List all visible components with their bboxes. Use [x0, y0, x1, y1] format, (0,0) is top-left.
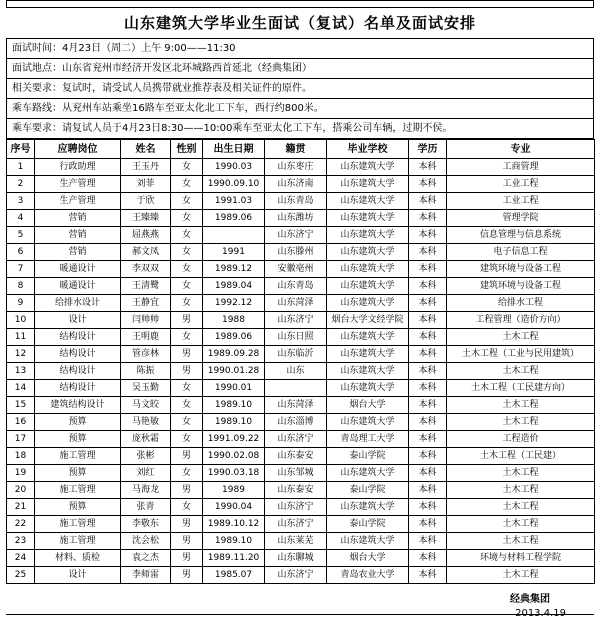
cell-name: 沈会松: [121, 533, 171, 550]
cell-gender: 女: [171, 210, 203, 227]
cell-hometown: 山东枣庄: [265, 159, 327, 176]
cell-name: 王玉丹: [121, 159, 171, 176]
cell-degree: 本科: [409, 482, 447, 499]
cell-degree: 本科: [409, 533, 447, 550]
cell-birthdate: 1991: [203, 244, 265, 261]
cell-position: 生产管理: [35, 176, 121, 193]
cell-index: 15: [7, 397, 35, 414]
cell-major: 土木工程: [447, 465, 595, 482]
cell-name: 陈振: [121, 363, 171, 380]
cell-major: 建筑环境与设备工程: [447, 261, 595, 278]
candidates-table: [6, 139, 595, 584]
table-row: [7, 533, 595, 550]
cell-degree: 本科: [409, 193, 447, 210]
cell-school: 山东建筑大学: [327, 533, 409, 550]
cell-index: 16: [7, 414, 35, 431]
cell-index: 24: [7, 550, 35, 567]
cell-birthdate: 1989.09.28: [203, 346, 265, 363]
cell-index: 22: [7, 516, 35, 533]
signature: 经典集团: [510, 594, 550, 605]
cell-school: 山东建筑大学: [327, 210, 409, 227]
cell-position: 结构设计: [35, 329, 121, 346]
cell-major: 土木工程（工业与民用建筑）: [447, 346, 595, 363]
cell-birthdate: 1989.10: [203, 533, 265, 550]
cell-index: 25: [7, 567, 35, 584]
cell-degree: 本科: [409, 550, 447, 567]
cell-school: 山东建筑大学: [327, 329, 409, 346]
cell-gender: 男: [171, 482, 203, 499]
cell-name: 吴玉勤: [121, 380, 171, 397]
table-row: [7, 414, 595, 431]
cell-birthdate: 1991.09.22: [203, 431, 265, 448]
cell-degree: 本科: [409, 227, 447, 244]
cell-school: 烟台大学文经学院: [327, 312, 409, 329]
table-row: [7, 227, 595, 244]
cell-name: 刘菲: [121, 176, 171, 193]
cell-school: 泰山学院: [327, 482, 409, 499]
table-row: [7, 516, 595, 533]
cell-gender: 女: [171, 244, 203, 261]
cell-school: 山东建筑大学: [327, 244, 409, 261]
page-title: 山东建筑大学毕业生面试（复试）名单及面试安排: [123, 14, 476, 32]
cell-gender: 女: [171, 278, 203, 295]
info-block: [6, 38, 594, 139]
cell-school: 山东建筑大学: [327, 261, 409, 278]
cell-school: 山东建筑大学: [327, 278, 409, 295]
cell-position: 暖通设计: [35, 261, 121, 278]
cell-degree: 本科: [409, 295, 447, 312]
cell-major: 建筑环境与设备工程: [447, 278, 595, 295]
cell-hometown: 山东泰安: [265, 448, 327, 465]
cell-hometown: 山东泰安: [265, 482, 327, 499]
cell-degree: 本科: [409, 176, 447, 193]
cell-gender: 女: [171, 176, 203, 193]
cell-school: 山东建筑大学: [327, 380, 409, 397]
cell-index: 20: [7, 482, 35, 499]
cell-birthdate: 1990.03.18: [203, 465, 265, 482]
cell-hometown: 山东济宁: [265, 312, 327, 329]
info-row-place: 面试地点：山东省兖州市经济开发区北环城路西首延北（经典集团）: [7, 59, 593, 79]
table-row: [7, 567, 595, 584]
cell-name: 马海龙: [121, 482, 171, 499]
cell-gender: 女: [171, 261, 203, 278]
cell-birthdate: 1990.01: [203, 380, 265, 397]
cell-major: 土木工程: [447, 482, 595, 499]
cell-index: 3: [7, 193, 35, 210]
cell-birthdate: 1991.03: [203, 193, 265, 210]
cell-index: 6: [7, 244, 35, 261]
cell-position: 施工管理: [35, 516, 121, 533]
cell-degree: 本科: [409, 431, 447, 448]
cell-hometown: 山东临沂: [265, 346, 327, 363]
cell-major: 土木工程: [447, 533, 595, 550]
cell-major: 土木工程（工民建方向）: [447, 380, 595, 397]
cell-hometown: 山东济南: [265, 176, 327, 193]
cell-birthdate: [203, 227, 265, 244]
table-row: [7, 244, 595, 261]
cell-birthdate: 1990.01.28: [203, 363, 265, 380]
top-partial-row: [6, 0, 594, 8]
table-row: [7, 346, 595, 363]
table-row: [7, 329, 595, 346]
cell-school: 泰山学院: [327, 516, 409, 533]
cell-major: 给排水工程: [447, 295, 595, 312]
cell-hometown: 山东邹城: [265, 465, 327, 482]
info-row-time: 面试时间：4月23日（周二）上午 9:00——11:30: [7, 39, 593, 59]
footer: [6, 584, 594, 630]
cell-position: 设计: [35, 567, 121, 584]
cell-school: 山东建筑大学: [327, 227, 409, 244]
cell-index: 1: [7, 159, 35, 176]
cell-gender: 女: [171, 159, 203, 176]
cell-index: 17: [7, 431, 35, 448]
cell-gender: 女: [171, 380, 203, 397]
cell-index: 5: [7, 227, 35, 244]
cell-school: 山东建筑大学: [327, 159, 409, 176]
cell-degree: 本科: [409, 414, 447, 431]
cell-name: 马文皎: [121, 397, 171, 414]
cell-name: 庞秋霜: [121, 431, 171, 448]
column-header-school: 毕业学校: [327, 140, 409, 159]
cell-hometown: 山东济宁: [265, 499, 327, 516]
cell-gender: 男: [171, 363, 203, 380]
cell-position: 建筑结构设计: [35, 397, 121, 414]
cell-school: 山东建筑大学: [327, 499, 409, 516]
table-row: [7, 159, 595, 176]
cell-degree: 本科: [409, 397, 447, 414]
cell-name: 刘红: [121, 465, 171, 482]
column-header-birthdate: 出生日期: [203, 140, 265, 159]
cell-name: 王静宜: [121, 295, 171, 312]
table-row: [7, 210, 595, 227]
column-header-index: 序号: [7, 140, 35, 159]
cell-gender: 男: [171, 567, 203, 584]
cell-gender: 女: [171, 499, 203, 516]
cell-hometown: 山东滕州: [265, 244, 327, 261]
table-row: [7, 193, 595, 210]
table-row: [7, 261, 595, 278]
cell-hometown: 山东: [265, 363, 327, 380]
cell-birthdate: 1992.12: [203, 295, 265, 312]
cell-birthdate: 1990.02.08: [203, 448, 265, 465]
cell-position: 营销: [35, 244, 121, 261]
cell-name: 张青: [121, 499, 171, 516]
cell-degree: 本科: [409, 380, 447, 397]
cell-degree: 本科: [409, 448, 447, 465]
cell-gender: 男: [171, 346, 203, 363]
cell-school: 烟台大学: [327, 397, 409, 414]
cell-index: 13: [7, 363, 35, 380]
cell-position: 营销: [35, 227, 121, 244]
cell-degree: 本科: [409, 499, 447, 516]
cell-major: 土木工程: [447, 329, 595, 346]
table-row: [7, 312, 595, 329]
table-row: [7, 499, 595, 516]
cell-birthdate: 1990.03: [203, 159, 265, 176]
table-row: [7, 431, 595, 448]
cell-hometown: 山东聊城: [265, 550, 327, 567]
cell-index: 21: [7, 499, 35, 516]
cell-name: 闫帅帅: [121, 312, 171, 329]
table-row: [7, 278, 595, 295]
signature-date: 2013.4.19: [515, 608, 566, 619]
cell-index: 2: [7, 176, 35, 193]
column-header-position: 应聘岗位: [35, 140, 121, 159]
cell-position: 施工管理: [35, 448, 121, 465]
cell-birthdate: 1990.04: [203, 499, 265, 516]
cell-hometown: 山东济宁: [265, 516, 327, 533]
cell-hometown: 山东济宁: [265, 431, 327, 448]
cell-degree: 本科: [409, 516, 447, 533]
cell-degree: 本科: [409, 261, 447, 278]
cell-gender: 男: [171, 312, 203, 329]
cell-hometown: 山东淄博: [265, 414, 327, 431]
cell-index: 23: [7, 533, 35, 550]
cell-degree: 本科: [409, 312, 447, 329]
cell-name: 管彦林: [121, 346, 171, 363]
cell-major: 管理学院: [447, 210, 595, 227]
cell-position: 施工管理: [35, 533, 121, 550]
cell-index: 7: [7, 261, 35, 278]
cell-degree: 本科: [409, 363, 447, 380]
cell-name: 于欣: [121, 193, 171, 210]
cell-index: 10: [7, 312, 35, 329]
cell-gender: 女: [171, 414, 203, 431]
table-row: [7, 465, 595, 482]
cell-gender: 女: [171, 193, 203, 210]
cell-gender: 女: [171, 227, 203, 244]
table-row: [7, 176, 595, 193]
cell-hometown: 安徽亳州: [265, 261, 327, 278]
cell-name: 郝文凤: [121, 244, 171, 261]
cell-degree: 本科: [409, 278, 447, 295]
cell-position: 行政助理: [35, 159, 121, 176]
info-row-requirements: 相关要求：复试时，请受试人员携带就业推荐表及相关证件的原件。: [7, 79, 593, 99]
cell-hometown: 山东菏泽: [265, 295, 327, 312]
column-header-major: 专业: [447, 140, 595, 159]
column-header-hometown: 籍贯: [265, 140, 327, 159]
cell-school: 山东建筑大学: [327, 346, 409, 363]
cell-position: 预算: [35, 431, 121, 448]
cell-hometown: 山东青岛: [265, 193, 327, 210]
cell-birthdate: 1989.10: [203, 397, 265, 414]
cell-degree: 本科: [409, 159, 447, 176]
info-row-route: 乘车路线：从兖州车站乘坐16路车至亚太化北工下车，西行约800米。: [7, 99, 593, 119]
table-header-row: [7, 140, 595, 159]
cell-gender: 男: [171, 550, 203, 567]
cell-school: 烟台大学: [327, 550, 409, 567]
cell-degree: 本科: [409, 465, 447, 482]
cell-name: 袁之杰: [121, 550, 171, 567]
table-row: [7, 550, 595, 567]
cell-position: 材料、质检: [35, 550, 121, 567]
cell-birthdate: 1989.11.20: [203, 550, 265, 567]
column-header-name: 姓名: [121, 140, 171, 159]
cell-index: 14: [7, 380, 35, 397]
cell-major: 信息管理与信息系统: [447, 227, 595, 244]
cell-major: 土木工程: [447, 397, 595, 414]
info-row-transport: 乘车要求：请复试人员于4月23日8:30——10:00乘车至亚太化工下车，搭乘公司车辆，过期不侯。: [7, 119, 593, 139]
cell-hometown: 山东济宁: [265, 227, 327, 244]
cell-position: 生产管理: [35, 193, 121, 210]
cell-school: 山东建筑大学: [327, 414, 409, 431]
cell-school: 泰山学院: [327, 448, 409, 465]
cell-gender: 女: [171, 431, 203, 448]
table-row: [7, 397, 595, 414]
cell-degree: 本科: [409, 329, 447, 346]
bottom-border: [6, 614, 594, 615]
cell-index: 12: [7, 346, 35, 363]
cell-gender: 男: [171, 533, 203, 550]
cell-major: 工商管理: [447, 159, 595, 176]
cell-gender: 女: [171, 329, 203, 346]
cell-name: 马艳敏: [121, 414, 171, 431]
cell-name: 王明鹿: [121, 329, 171, 346]
cell-name: 王清鹭: [121, 278, 171, 295]
cell-school: 山东建筑大学: [327, 193, 409, 210]
cell-school: 山东建筑大学: [327, 363, 409, 380]
cell-major: 工业工程: [447, 176, 595, 193]
cell-gender: 男: [171, 448, 203, 465]
cell-school: 山东建筑大学: [327, 176, 409, 193]
cell-gender: 男: [171, 516, 203, 533]
cell-position: 施工管理: [35, 482, 121, 499]
cell-name: 王臻臻: [121, 210, 171, 227]
cell-birthdate: 1989.10: [203, 414, 265, 431]
cell-hometown: 山东菏泽: [265, 397, 327, 414]
cell-major: 电子信息工程: [447, 244, 595, 261]
cell-major: 土木工程: [447, 363, 595, 380]
cell-gender: 女: [171, 397, 203, 414]
cell-school: 山东建筑大学: [327, 465, 409, 482]
cell-major: 土木工程: [447, 499, 595, 516]
table-body: [7, 159, 595, 584]
cell-degree: 本科: [409, 346, 447, 363]
cell-hometown: 山东潍坊: [265, 210, 327, 227]
cell-position: 暖通设计: [35, 278, 121, 295]
cell-hometown: 山东青岛: [265, 278, 327, 295]
table-row: [7, 448, 595, 465]
cell-name: 张彬: [121, 448, 171, 465]
cell-major: 土木工程: [447, 516, 595, 533]
cell-birthdate: 1988: [203, 312, 265, 329]
cell-index: 8: [7, 278, 35, 295]
table-row: [7, 380, 595, 397]
cell-gender: 女: [171, 465, 203, 482]
cell-school: 青岛农业大学: [327, 567, 409, 584]
cell-name: 李双双: [121, 261, 171, 278]
cell-position: 结构设计: [35, 346, 121, 363]
cell-birthdate: 1989: [203, 482, 265, 499]
cell-hometown: 山东日照: [265, 329, 327, 346]
cell-birthdate: 1989.06: [203, 329, 265, 346]
cell-school: 山东建筑大学: [327, 295, 409, 312]
table-row: [7, 295, 595, 312]
cell-position: 营销: [35, 210, 121, 227]
table-row: [7, 363, 595, 380]
column-header-gender: 性别: [171, 140, 203, 159]
cell-name: 李敬东: [121, 516, 171, 533]
cell-major: 工业工程: [447, 193, 595, 210]
cell-position: 结构设计: [35, 380, 121, 397]
cell-major: 工程管理（造价方向）: [447, 312, 595, 329]
cell-birthdate: 1989.10.12: [203, 516, 265, 533]
table-row: [7, 482, 595, 499]
cell-hometown: [265, 380, 327, 397]
cell-birthdate: 1990.09.10: [203, 176, 265, 193]
cell-index: 9: [7, 295, 35, 312]
cell-position: 设计: [35, 312, 121, 329]
cell-birthdate: 1985.07: [203, 567, 265, 584]
cell-position: 给排水设计: [35, 295, 121, 312]
column-header-degree: 学历: [409, 140, 447, 159]
cell-gender: 女: [171, 295, 203, 312]
cell-hometown: 山东济宁: [265, 567, 327, 584]
cell-degree: 本科: [409, 244, 447, 261]
cell-position: 预算: [35, 414, 121, 431]
cell-major: 土木工程（工民建）: [447, 448, 595, 465]
cell-hometown: 山东莱芜: [265, 533, 327, 550]
cell-major: 工程造价: [447, 431, 595, 448]
cell-name: 李师雷: [121, 567, 171, 584]
cell-index: 19: [7, 465, 35, 482]
cell-school: 青岛理工大学: [327, 431, 409, 448]
cell-index: 11: [7, 329, 35, 346]
cell-position: 预算: [35, 465, 121, 482]
cell-birthdate: 1989.04: [203, 278, 265, 295]
cell-name: 屈燕燕: [121, 227, 171, 244]
cell-major: 环境与材料工程学院: [447, 550, 595, 567]
cell-index: 18: [7, 448, 35, 465]
cell-birthdate: 1989.12: [203, 261, 265, 278]
cell-degree: 本科: [409, 567, 447, 584]
cell-position: 结构设计: [35, 363, 121, 380]
cell-degree: 本科: [409, 210, 447, 227]
cell-index: 4: [7, 210, 35, 227]
cell-major: 土木工程: [447, 567, 595, 584]
cell-birthdate: 1989.06: [203, 210, 265, 227]
cell-position: 预算: [35, 499, 121, 516]
cell-major: 土木工程: [447, 414, 595, 431]
